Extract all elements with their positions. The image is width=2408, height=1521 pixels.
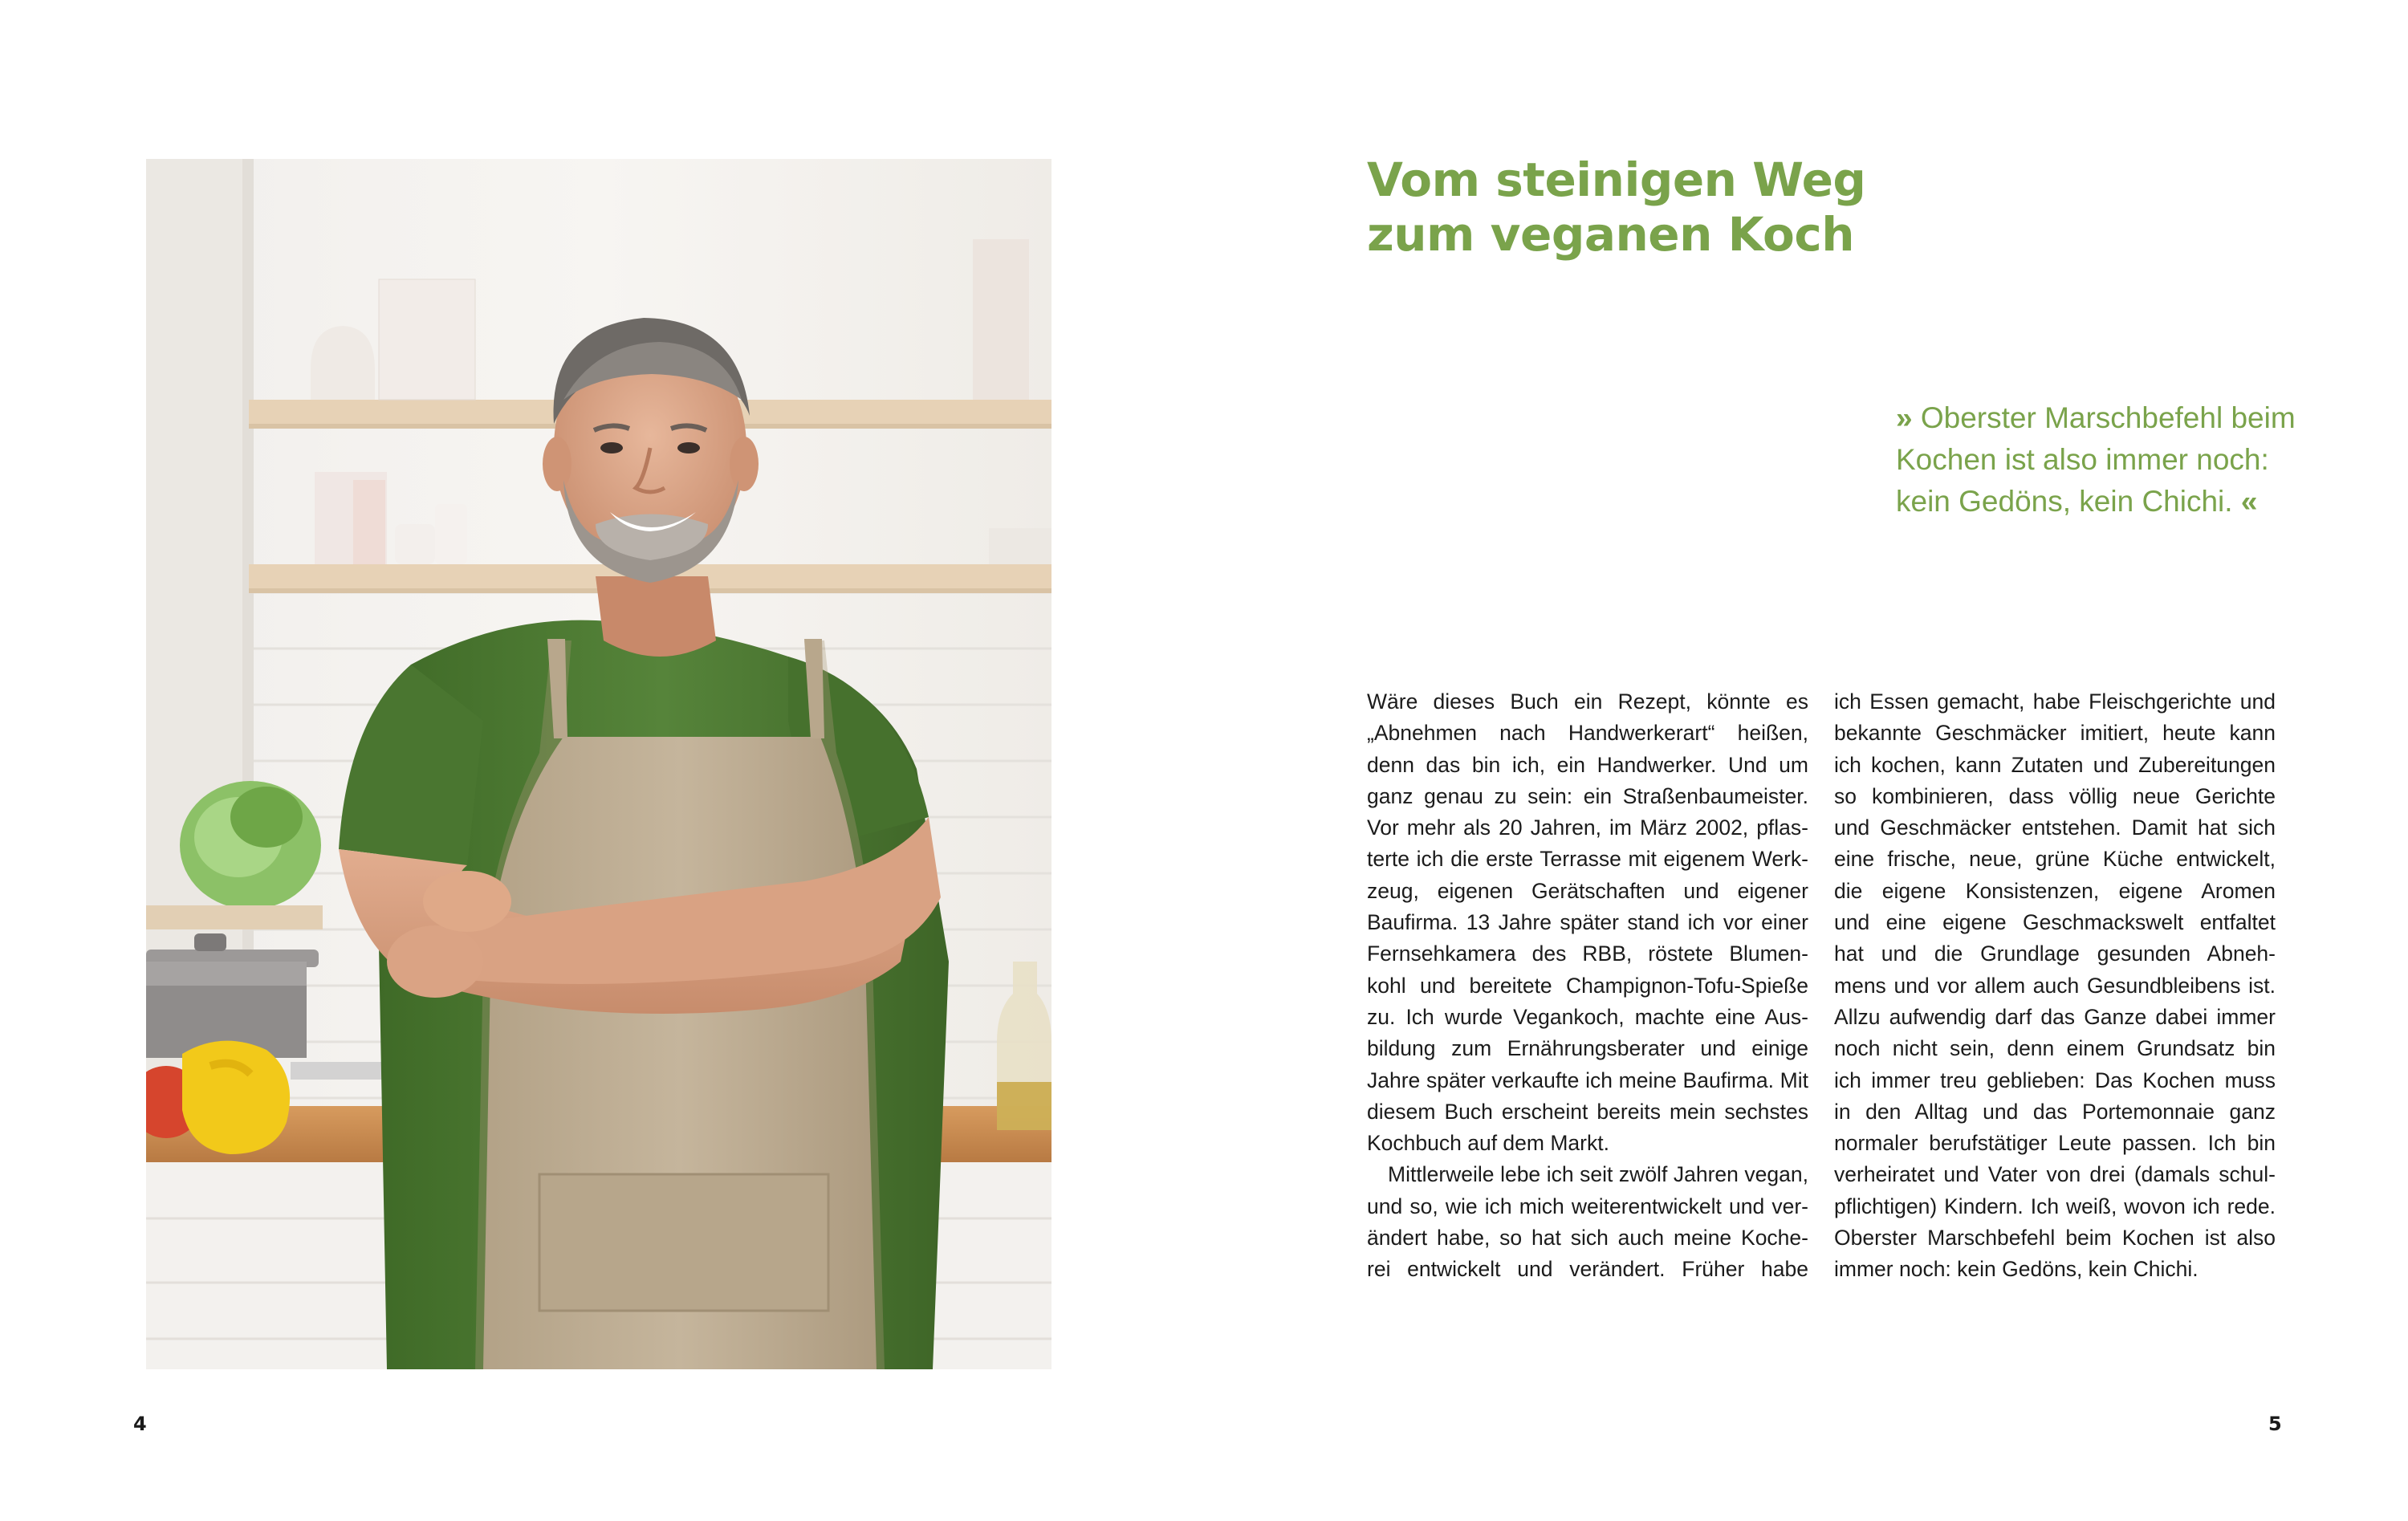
headline-line: zum veganen Koch: [1367, 207, 1855, 262]
body-line: zeug, eigenen Gerätschaften und eigener: [1367, 878, 1808, 903]
body-line: verheiratet und Vater von drei (damals schul-: [1834, 1162, 2276, 1187]
chef-portrait-photo: [146, 159, 1051, 1369]
open-quote-mark: »: [1896, 401, 1913, 434]
kitchen-scene-illustration: [146, 159, 1051, 1369]
body-line: Jahre später verkaufte ich meine Baufirma. Mit: [1367, 1068, 1808, 1092]
body-line: eine frische, neue, grüne Küche entwickelt,: [1834, 847, 2276, 872]
body-line: noch nicht sein, denn einem Grundsatz bin: [1834, 1036, 2276, 1061]
body-line: mens und vor allem auch Gesundbleibens ist.: [1834, 973, 2276, 998]
body-line: bekannte Geschmäcker imitiert, heute kann: [1834, 721, 2276, 746]
body-line: „Abnehmen nach Handwerkerart“ heißen,: [1367, 721, 1808, 746]
body-line: und eine eigene Geschmackswelt entfaltet: [1834, 910, 2276, 935]
body-line: Wäre dieses Buch ein Rezept, könnte es: [1367, 689, 1808, 714]
body-line: Vor mehr als 20 Jahren, im März 2002, pflas-: [1367, 815, 1808, 840]
body-line: bildung zum Ernährungsberater und einige: [1367, 1036, 1808, 1061]
body-line: ich immer treu geblieben: Das Kochen muss: [1834, 1068, 2276, 1092]
body-line: diesem Buch erscheint bereits mein sechstes: [1367, 1099, 1808, 1124]
body-line: in den Alltag und das Portemonnaie ganz: [1834, 1099, 2276, 1124]
pull-quote: [1896, 397, 2377, 523]
body-line: zu. Ich wurde Vegankoch, machte eine Aus-: [1367, 1004, 1808, 1029]
pull-quote-line: [1896, 481, 2377, 523]
body-text-column-left: [1367, 686, 1808, 1286]
body-line: denn das bin ich, ein Handwerker. Und um: [1367, 752, 1808, 777]
body-line: hat und die Grundlage gesunden Abneh-: [1834, 941, 2276, 966]
body-line: rei entwickelt und verändert. Früher habe: [1367, 1257, 1808, 1282]
body-line: ich Essen gemacht, habe Fleischgerichte und: [1834, 689, 2276, 714]
pull-quote-line: Kochen ist also immer noch:: [1896, 443, 2269, 476]
body-line: kohl und bereitete Champignon-Tofu-Spieße: [1367, 973, 1808, 998]
pull-quote-text: Oberster Marschbefehl beim: [1920, 401, 2296, 434]
body-line: terte ich die erste Terrasse mit eigenem Werk-: [1367, 847, 1808, 872]
close-quote-mark: «: [2240, 485, 2258, 518]
body-line: Baufirma. 13 Jahre später stand ich vor einer: [1367, 910, 1808, 935]
chapter-headline: [1367, 153, 2089, 262]
body-line: pflichtigen) Kindern. Ich weiß, wovon ich rede.: [1834, 1194, 2276, 1218]
body-line: so kombinieren, dass völlig neue Gerichte: [1834, 783, 2276, 808]
page-number-left: 4: [133, 1413, 147, 1435]
body-line: die eigene Konsistenzen, eigene Aromen: [1834, 878, 2276, 903]
pull-quote-text: kein Gedöns, kein Chichi.: [1896, 485, 2233, 518]
body-text-column-right: [1834, 686, 2276, 1286]
body-line: ändert habe, so hat sich auch meine Koche-: [1367, 1226, 1808, 1251]
body-line: und Geschmäcker entstehen. Damit hat sich: [1834, 815, 2276, 840]
page-number-right: 5: [2268, 1413, 2282, 1435]
headline-line: Vom steinigen Weg: [1367, 153, 1866, 207]
body-line: Mittlerweile lebe ich seit zwölf Jahren vegan,: [1388, 1162, 1808, 1187]
body-line: und so, wie ich mich weiterentwickelt und ver-: [1367, 1194, 1808, 1218]
body-line: Oberster Marschbefehl beim Kochen ist also: [1834, 1226, 2276, 1251]
body-line: Fernsehkamera des RBB, röstete Blumen-: [1367, 941, 1808, 966]
body-line: ganz genau zu sein: ein Straßenbaumeister.: [1367, 783, 1808, 808]
body-line: Kochbuch auf dem Markt.: [1367, 1131, 1609, 1156]
body-line: Allzu aufwendig darf das Ganze dabei immer: [1834, 1004, 2276, 1029]
body-line: normaler berufstätiger Leute passen. Ich bin: [1834, 1131, 2276, 1156]
body-line: ich kochen, kann Zutaten und Zubereitungen: [1834, 752, 2276, 777]
pull-quote-line: [1896, 397, 2377, 439]
body-line: immer noch: kein Gedöns, kein Chichi.: [1834, 1257, 2199, 1282]
